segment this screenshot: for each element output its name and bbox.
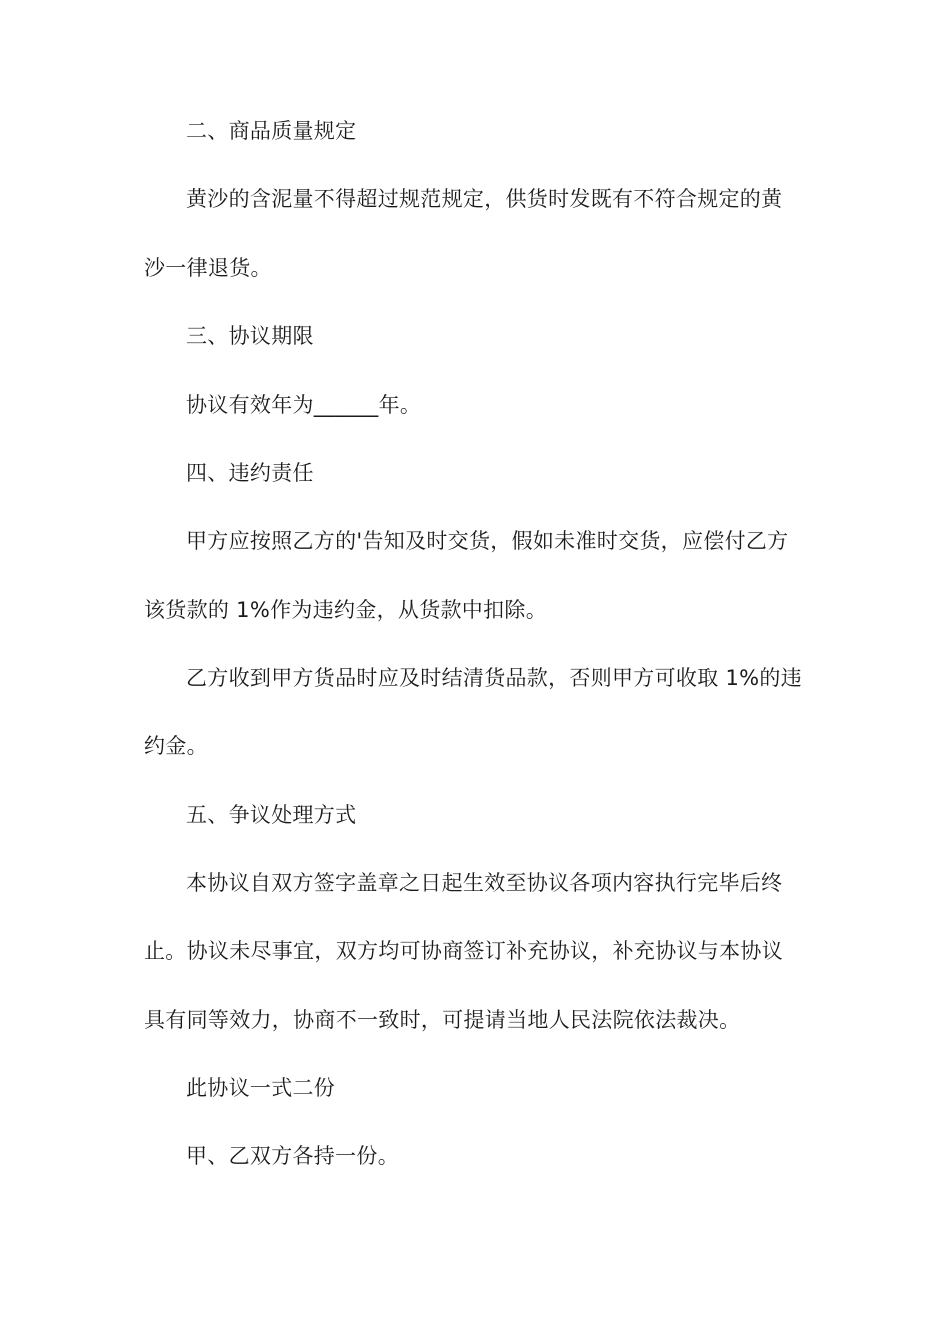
closing-line: 此协议一式二份	[186, 1076, 336, 1100]
paragraph-line: 乙方收到甲方货品时应及时结清货品款，否则甲方可收取 1%的违	[186, 666, 802, 690]
paragraph-line: 该货款的 1%作为违约金，从货款中扣除。	[144, 598, 547, 622]
paragraph-line: 止。协议未尽事宜，双方均可协商签订补充协议，补充协议与本协议	[144, 939, 783, 963]
section-heading-liability: 四、违约责任	[186, 461, 314, 485]
closing-line: 甲、乙双方各持一份。	[186, 1144, 399, 1168]
paragraph-line: 甲方应按照乙方的'告知及时交货，假如未准时交货，应偿付乙方	[186, 529, 789, 553]
section-heading-dispute: 五、争议处理方式	[186, 803, 357, 827]
section-heading-quality: 二、商品质量规定	[186, 119, 357, 143]
paragraph-line: 约金。	[144, 734, 208, 758]
paragraph-line: 黄沙的含泥量不得超过规范规定，供货时发既有不符合规定的黄	[186, 187, 783, 211]
section-heading-term: 三、协议期限	[186, 324, 314, 348]
paragraph-line: 协议有效年为______年。	[186, 393, 422, 417]
paragraph-line: 本协议自双方签字盖章之日起生效至协议各项内容执行完毕后终	[186, 871, 783, 895]
paragraph-line: 具有同等效力，协商不一致时，可提请当地人民法院依法裁决。	[144, 1008, 741, 1032]
paragraph-line: 沙一律退货。	[144, 256, 272, 280]
